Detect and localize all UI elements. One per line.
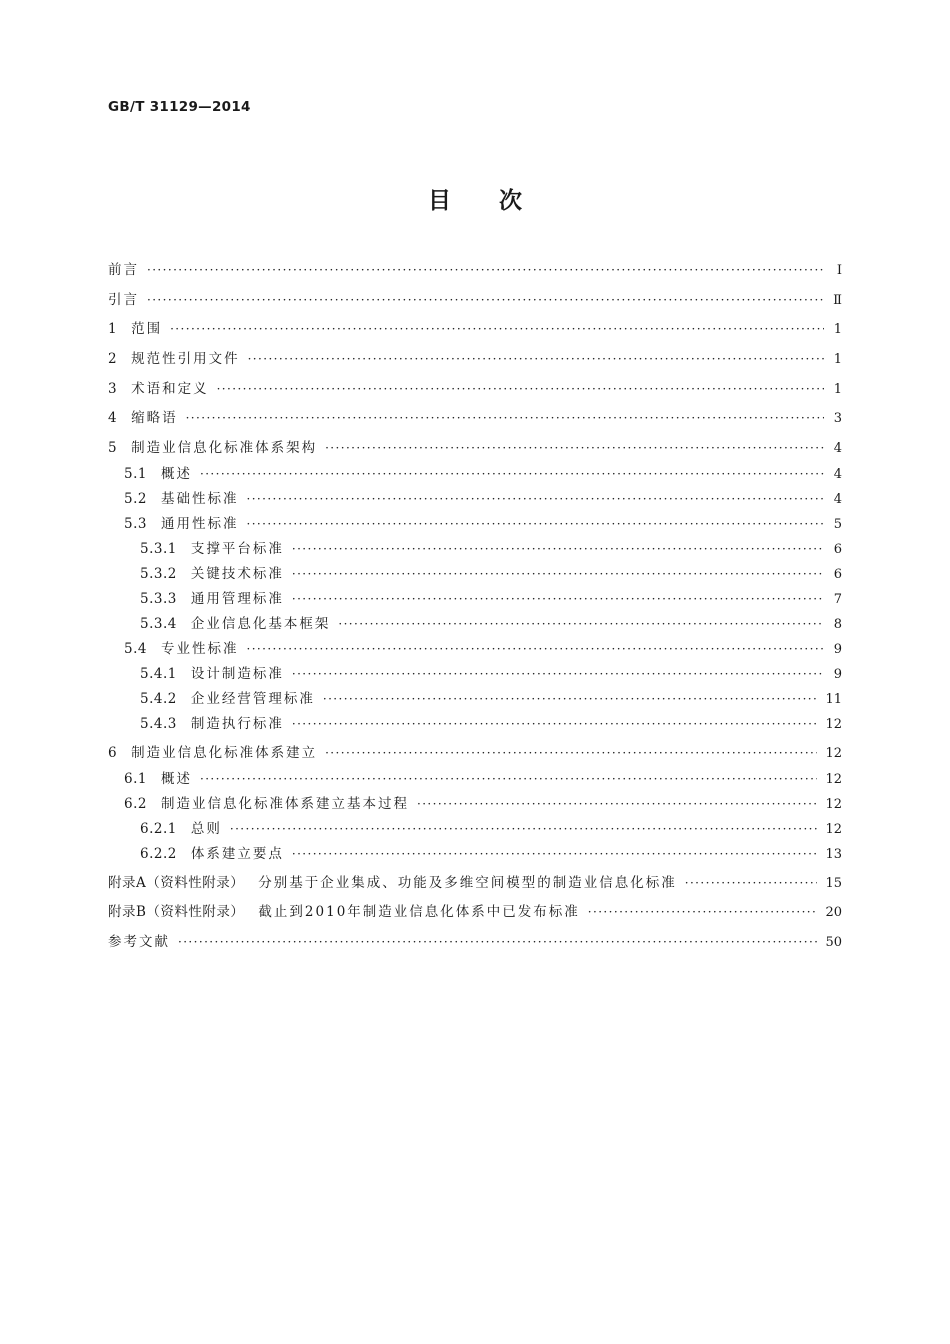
toc-entry[interactable] bbox=[108, 930, 842, 960]
toc-entry[interactable] bbox=[108, 666, 842, 691]
toc-entry-page: 6 bbox=[833, 566, 842, 582]
toc-dot-leader bbox=[325, 745, 817, 761]
toc-entry-number: 6.2 bbox=[124, 795, 147, 812]
toc-entry-page: 9 bbox=[833, 666, 842, 682]
toc-entry-page: 20 bbox=[825, 905, 842, 921]
toc-entry-title: 关键技术标准 bbox=[190, 565, 284, 582]
toc-entry-title: 支撑平台标准 bbox=[190, 540, 284, 557]
toc-entry-title: 企业信息化基本框架 bbox=[190, 615, 331, 632]
toc-dot-leader bbox=[417, 796, 817, 812]
toc-entry-page: 13 bbox=[825, 846, 842, 862]
toc-dot-leader bbox=[200, 466, 824, 482]
toc-entry-number: 5.3.3 bbox=[140, 590, 177, 607]
toc-entry-number: 4 bbox=[108, 410, 118, 427]
toc-dot-leader bbox=[292, 591, 824, 607]
toc-dot-leader bbox=[685, 875, 818, 891]
toc-entry-title: 通用性标准 bbox=[160, 515, 239, 532]
toc-entry[interactable] bbox=[108, 900, 842, 930]
toc-entry-number: 6 bbox=[108, 744, 118, 761]
toc-entry-title: 参考文献 bbox=[108, 933, 170, 950]
toc-entry[interactable] bbox=[108, 317, 842, 347]
toc-entry[interactable] bbox=[108, 406, 842, 436]
toc-entry[interactable] bbox=[108, 771, 842, 796]
toc-entry-page: 11 bbox=[825, 691, 842, 707]
toc-dot-leader bbox=[248, 351, 824, 367]
toc-entry-title: 范围 bbox=[131, 321, 163, 338]
toc-entry-title: 前言 bbox=[108, 262, 139, 278]
toc-entry-title: 制造业信息化标准体系建立基本过程 bbox=[160, 795, 409, 812]
toc-entry-title: 分别基于企业集成、功能及多维空间模型的制造业信息化标准 bbox=[258, 874, 677, 891]
toc-entry[interactable] bbox=[108, 871, 842, 901]
toc-entry[interactable] bbox=[108, 566, 842, 591]
toc-entry-page: 12 bbox=[825, 716, 842, 732]
toc-entry-title: 企业经营管理标准 bbox=[190, 690, 315, 707]
toc-entry[interactable] bbox=[108, 796, 842, 821]
toc-entry-page: 6 bbox=[833, 541, 842, 557]
toc-entry-page: 4 bbox=[833, 466, 842, 482]
toc-entry-title: 专业性标准 bbox=[160, 640, 239, 657]
toc-entry-page: 12 bbox=[825, 745, 842, 761]
toc-entry[interactable] bbox=[108, 466, 842, 491]
toc-dot-leader bbox=[178, 934, 817, 950]
toc-entry-page: 3 bbox=[833, 411, 842, 427]
toc-entry-page: 1 bbox=[833, 352, 842, 368]
toc-entry[interactable] bbox=[108, 377, 842, 407]
toc-entry-page: 1 bbox=[833, 322, 842, 338]
toc-dot-leader bbox=[186, 410, 824, 426]
toc-entry[interactable] bbox=[108, 258, 842, 288]
toc-entry[interactable] bbox=[108, 491, 842, 516]
toc-entry-title: 通用管理标准 bbox=[190, 590, 284, 607]
toc-entry-page: Ⅰ bbox=[836, 263, 842, 278]
toc-entry-title: 概述 bbox=[160, 770, 192, 787]
toc-dot-leader bbox=[323, 691, 818, 707]
toc-entry-title: 基础性标准 bbox=[160, 490, 239, 507]
toc-entry[interactable] bbox=[108, 541, 842, 566]
toc-entry-number: 5.4.2 bbox=[140, 690, 177, 707]
toc-entry[interactable] bbox=[108, 741, 842, 771]
toc-entry-number: 6.2.1 bbox=[140, 820, 177, 837]
toc-dot-leader bbox=[292, 541, 824, 557]
toc-entry-number: 5.3.4 bbox=[140, 615, 177, 632]
toc-entry[interactable] bbox=[108, 691, 842, 716]
toc-entry[interactable] bbox=[108, 716, 842, 741]
toc-entry-page: 12 bbox=[825, 771, 842, 787]
toc-entry-title: 总则 bbox=[190, 820, 222, 837]
toc-entry-number: 5.4 bbox=[124, 640, 147, 657]
toc-entry[interactable] bbox=[108, 846, 842, 871]
toc-entry[interactable] bbox=[108, 347, 842, 377]
toc-entry-number: 5 bbox=[108, 440, 118, 457]
toc-entry-number: 附录A（资料性附录） bbox=[108, 874, 245, 891]
toc-entry-page: 7 bbox=[833, 591, 842, 607]
toc-entry-title: 体系建立要点 bbox=[190, 845, 284, 862]
toc-entry-title: 术语和定义 bbox=[131, 380, 209, 397]
toc-dot-leader bbox=[147, 262, 824, 278]
toc-entry-title: 截止到2010年制造业信息化体系中已发布标准 bbox=[258, 904, 580, 921]
toc-dot-leader bbox=[325, 440, 824, 456]
toc-entry-number: 5.3 bbox=[124, 515, 147, 532]
toc-entry-number: 5.3.1 bbox=[140, 540, 177, 557]
toc-entry[interactable] bbox=[108, 516, 842, 541]
toc-entry-title: 缩略语 bbox=[131, 410, 178, 427]
toc-dot-leader bbox=[292, 666, 824, 682]
toc-entry[interactable] bbox=[108, 641, 842, 666]
toc-entry-page: 12 bbox=[825, 821, 842, 837]
toc-entry-title: 制造执行标准 bbox=[190, 715, 284, 732]
toc-entry-number: 3 bbox=[108, 380, 118, 397]
page-title: 目次 bbox=[428, 188, 570, 214]
toc-entry-number: 1 bbox=[108, 321, 118, 338]
toc-entry-title: 引言 bbox=[108, 291, 139, 308]
toc-entry[interactable] bbox=[108, 288, 842, 318]
toc-entry-title: 设计制造标准 bbox=[190, 665, 284, 682]
toc-dot-leader bbox=[200, 771, 817, 787]
toc-entry-number: 2 bbox=[108, 351, 118, 368]
toc-dot-leader bbox=[292, 716, 818, 732]
standard-number: GB/T 31129—2014 bbox=[108, 99, 251, 115]
toc-entry-page: 9 bbox=[833, 641, 842, 657]
toc-entry-title: 制造业信息化标准体系建立 bbox=[131, 744, 318, 761]
toc-entry-number: 5.3.2 bbox=[140, 565, 177, 582]
toc-entry-number: 6.2.2 bbox=[140, 845, 177, 862]
toc-entry[interactable] bbox=[108, 821, 842, 846]
toc-entry-title: 规范性引用文件 bbox=[131, 351, 240, 368]
toc-dot-leader bbox=[588, 904, 818, 920]
toc-entry-page: 12 bbox=[825, 796, 842, 812]
toc-entry-number: 附录B（资料性附录） bbox=[108, 904, 245, 921]
toc-entry[interactable] bbox=[108, 436, 842, 466]
toc-dot-leader bbox=[338, 616, 824, 632]
toc-entry-number: 5.2 bbox=[124, 490, 147, 507]
toc-entry-page: 1 bbox=[833, 381, 842, 397]
toc-entry-number: 6.1 bbox=[124, 770, 147, 787]
toc-entry-page: 50 bbox=[825, 934, 842, 950]
toc-dot-leader bbox=[292, 846, 818, 862]
toc-dot-leader bbox=[246, 641, 824, 657]
toc-entry-page: 8 bbox=[833, 616, 842, 632]
toc-entry-page: 5 bbox=[833, 516, 842, 532]
toc-dot-leader bbox=[292, 566, 824, 582]
toc-entry-title: 制造业信息化标准体系架构 bbox=[131, 440, 318, 457]
toc-entry-number: 5.1 bbox=[124, 465, 147, 482]
toc-entry-page: 4 bbox=[833, 491, 842, 507]
toc-entry[interactable] bbox=[108, 591, 842, 616]
toc-dot-leader bbox=[217, 381, 824, 397]
toc-dot-leader bbox=[246, 491, 824, 507]
toc-dot-leader bbox=[230, 821, 818, 837]
toc-entry-page: 4 bbox=[833, 441, 842, 457]
toc-dot-leader bbox=[147, 292, 824, 308]
toc-entry-title: 概述 bbox=[160, 465, 192, 482]
toc-dot-leader bbox=[170, 321, 824, 337]
toc-entry-number: 5.4.3 bbox=[140, 715, 177, 732]
toc-entry-page: Ⅱ bbox=[833, 292, 842, 308]
table-of-contents bbox=[108, 258, 842, 960]
toc-entry[interactable] bbox=[108, 616, 842, 641]
toc-entry-number: 5.4.1 bbox=[140, 665, 177, 682]
toc-entry-page: 15 bbox=[825, 875, 842, 891]
toc-dot-leader bbox=[246, 516, 824, 532]
